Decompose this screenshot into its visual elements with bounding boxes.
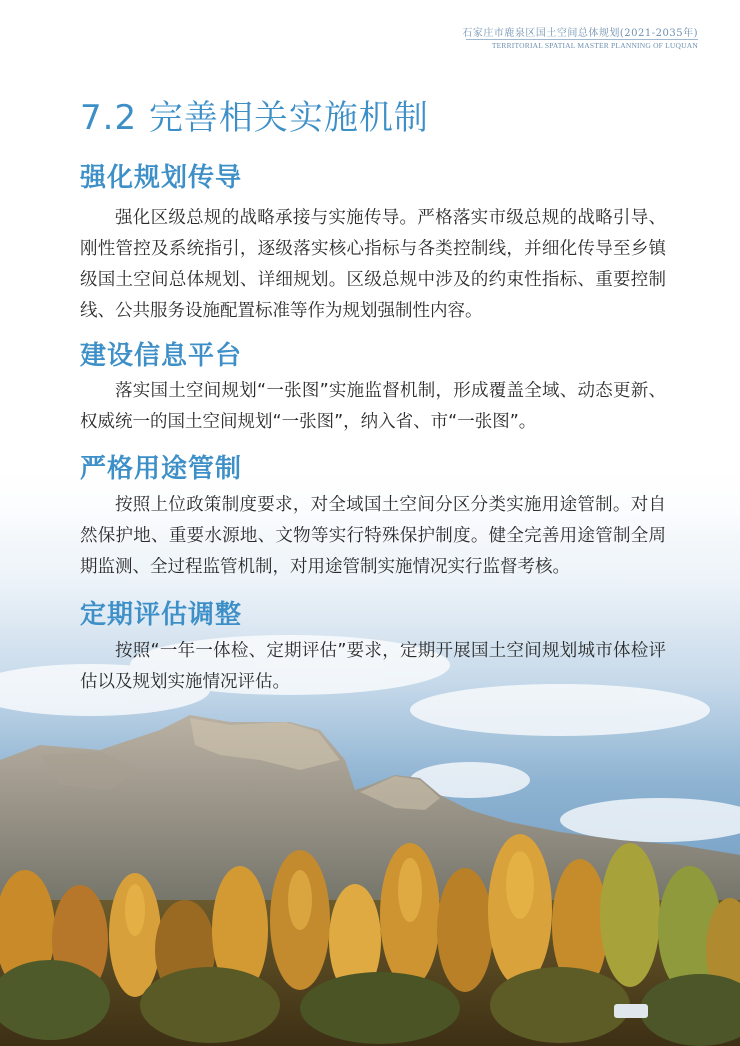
header-title-en: TERRITORIAL SPATIAL MASTER PLANNING OF LUQUAN: [491, 41, 698, 50]
header-divider: [466, 39, 698, 40]
section-body-periodic-evaluation: 按照“一年一体检、定期评估”要求，定期开展国土空间规划城市体检评估以及规划实施情况评估。: [80, 641, 666, 692]
page-title: 7.2 完善相关实施机制: [80, 98, 429, 138]
section-body-planning-transmission: 强化区级总规的战略承接与实施传导。严格落实市级总规的战略引导、刚性管控及系统指引，逐级落实核心指标与各类控制线，并细化传导至乡镇级国土空间总体规划、详细规划。区级总规中涉及的约束性指标、重要控制线、公共服务设施配置标准等作为规划强制性内容。: [80, 208, 666, 321]
section-heading-periodic-evaluation: 定期评估调整: [80, 600, 243, 630]
section-body-info-platform: 落实国土空间规划“一张图”实施监督机制，形成覆盖全域、动态更新、权威统一的国土空间规划“一张图”，纳入省、市“一张图”。: [80, 381, 666, 432]
section-heading-planning-transmission: 强化规划传导: [80, 163, 243, 193]
header-title-cn: 石家庄市鹿泉区国土空间总体规划(2021-2035年): [462, 28, 698, 39]
section-heading-info-platform: 建设信息平台: [80, 341, 243, 371]
section-heading-use-control: 严格用途管制: [80, 454, 243, 484]
section-body-use-control: 按照上位政策制度要求，对全域国土空间分区分类实施用途管制。对自然保护地、重要水源地、文物等实行特殊保护制度。健全完善用途管制全周期监测、全过程监管机制，对用途管制实施情况实行监督考核。: [80, 495, 666, 577]
